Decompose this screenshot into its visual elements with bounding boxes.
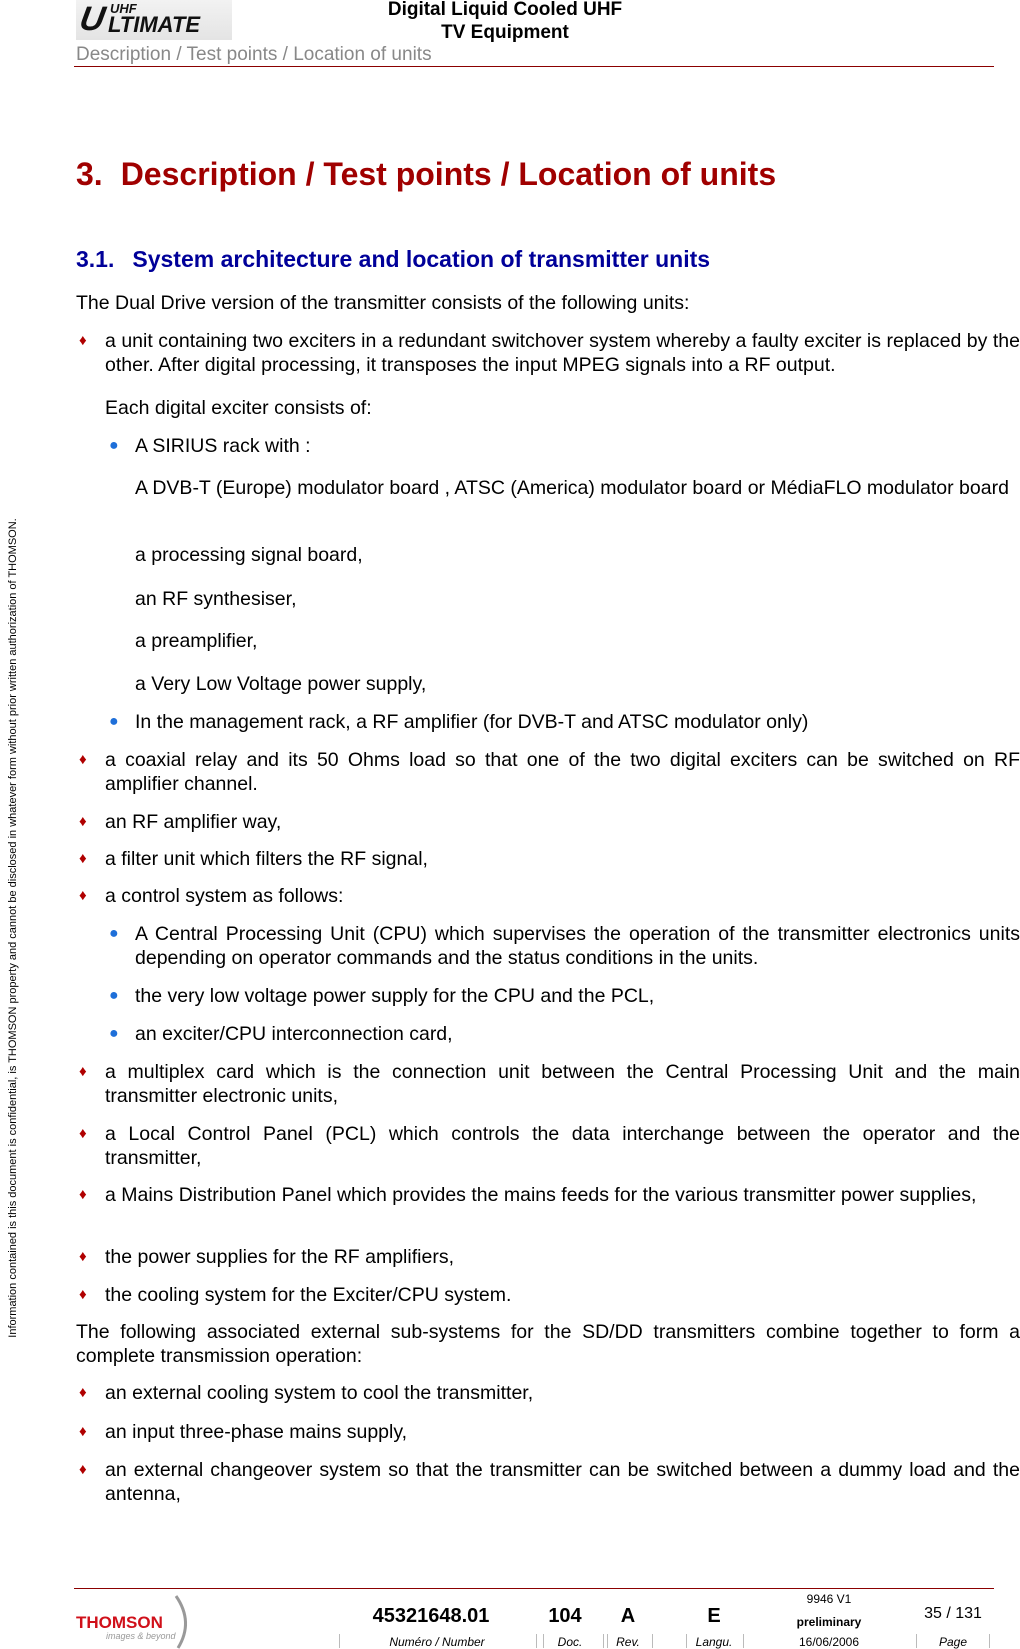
- sub-bullet-item: [109, 434, 1020, 458]
- paragraph-text: In the management rack, a RF amplifier (for DVB-T and ATSC modulator only): [135, 711, 809, 733]
- dot-bullet-icon: ●: [109, 925, 119, 942]
- paragraph-text: an input three-phase mains supply,: [105, 1421, 408, 1443]
- revision: A: [620, 1605, 636, 1627]
- bullet-item: [79, 1420, 1020, 1444]
- bullet-item: [79, 1381, 1020, 1405]
- header-rule: [74, 66, 994, 67]
- rev-label: Rev.: [616, 1635, 640, 1649]
- dot-bullet-icon: ●: [109, 437, 119, 454]
- diamond-bullet-icon: ♦: [79, 332, 87, 349]
- paragraph-text: A DVB-T (Europe) modulator board , ATSC (America) modulator board or MédiaFLO modulator board: [135, 477, 1009, 499]
- paragraph-text: The following associated external sub-systems for the SD/DD transmitters combine together to form a complete transmission operation:: [76, 1321, 1020, 1367]
- bullet-item: [79, 1122, 1020, 1170]
- paragraph-text: Each digital exciter consists of:: [105, 397, 372, 419]
- thomson-logo: [76, 1594, 196, 1649]
- paragraph-text: a processing signal board,: [135, 544, 363, 566]
- footer-separator: [607, 1634, 608, 1648]
- paragraph-text: a Mains Distribution Panel which provides the mains feeds for the various transmitter power supplies,: [105, 1184, 977, 1206]
- heading-1-number: 3.: [76, 156, 103, 192]
- page-number: 35 / 131: [924, 1605, 982, 1622]
- lang-label: Langu.: [695, 1635, 733, 1649]
- header-section: Description / Test points / Location of units: [76, 44, 432, 65]
- footer-separator: [536, 1634, 537, 1648]
- paragraph-text: a Very Low Voltage power supply,: [135, 673, 427, 695]
- paragraph: [135, 543, 1020, 567]
- dot-bullet-icon: ●: [109, 713, 119, 730]
- paragraph: [135, 587, 1020, 611]
- paragraph-text: a filter unit which filters the RF signal,: [105, 848, 428, 870]
- footer-separator: [603, 1634, 604, 1648]
- paragraph-text: an external cooling system to cool the transmitter,: [105, 1382, 534, 1404]
- diamond-bullet-icon: ♦: [79, 813, 87, 830]
- confidentiality-note: Information contained is this document is confidential, is THOMSON property and cannot be disclosed in whatever form without prior written authorization of THOMSON.: [7, 518, 19, 1338]
- diamond-bullet-icon: ♦: [79, 1186, 87, 1203]
- bullet-item: [79, 1283, 1020, 1307]
- footer-separator: [686, 1634, 687, 1648]
- footer-separator: [339, 1634, 340, 1648]
- paragraph-text: an RF synthesiser,: [135, 588, 297, 610]
- paragraph-text: a multiplex card which is the connection unit between the Central Processing Unit and the main transmitter electronic units,: [105, 1061, 1020, 1107]
- paragraph-text: A SIRIUS rack with :: [135, 435, 311, 457]
- footer-rule: [74, 1588, 994, 1589]
- bullet-item: [79, 329, 1020, 377]
- heading-1-title: Description / Test points / Location of units: [120, 156, 777, 192]
- logo-text: LTIMATE: [108, 12, 201, 37]
- diamond-bullet-icon: ♦: [79, 751, 87, 768]
- dot-bullet-icon: ●: [109, 1025, 119, 1042]
- sub-bullet-item: [109, 984, 1020, 1008]
- thomson-logo-text: THOMSON: [76, 1613, 163, 1632]
- language: E: [707, 1605, 721, 1627]
- footer-separator: [743, 1634, 744, 1648]
- paragraph-text: a preamplifier,: [135, 630, 258, 652]
- paragraph-text: A Central Processing Unit (CPU) which supervises the operation of the transmitter electronics units depending on operator commands and the status conditions in the units.: [135, 923, 1020, 969]
- page-label: Page: [938, 1635, 968, 1649]
- heading-2: [76, 246, 710, 273]
- doc-code: 104: [548, 1605, 582, 1627]
- diamond-bullet-icon: ♦: [79, 850, 87, 867]
- paragraph-text: The Dual Drive version of the transmitter consists of the following units:: [76, 292, 690, 314]
- paragraph: [135, 672, 1020, 696]
- bullet-item: [79, 810, 1020, 834]
- title-line-2: TV Equipment: [441, 22, 569, 43]
- diamond-bullet-icon: ♦: [79, 1384, 87, 1401]
- footer-separator: [543, 1634, 544, 1648]
- bullet-item: [79, 1245, 1020, 1269]
- bullet-item: [79, 847, 1020, 871]
- version: 9946 V1: [806, 1592, 852, 1606]
- bullet-item: [79, 884, 1020, 908]
- paragraph-text: the very low voltage power supply for the CPU and the PCL,: [135, 985, 655, 1007]
- paragraph-text: an exciter/CPU interconnection card,: [135, 1023, 453, 1045]
- diamond-bullet-icon: ♦: [79, 1125, 87, 1142]
- bullet-item: [79, 1060, 1020, 1108]
- title-line-1: Digital Liquid Cooled UHF: [387, 0, 623, 20]
- paragraph: [105, 396, 1020, 420]
- ultimate-logo: U UHF LTIMATE: [76, 0, 232, 40]
- diamond-bullet-icon: ♦: [79, 1248, 87, 1265]
- diamond-bullet-icon: ♦: [79, 1461, 87, 1478]
- diamond-bullet-icon: ♦: [79, 1063, 87, 1080]
- paragraph-text: a control system as follows:: [105, 885, 344, 907]
- footer-separator: [916, 1634, 917, 1648]
- doc-number: 45321648.01: [372, 1605, 490, 1627]
- footer-separator: [652, 1634, 653, 1648]
- paragraph: [76, 291, 1020, 315]
- sub-bullet-item: [109, 710, 1020, 734]
- sub-bullet-item: [109, 922, 1020, 970]
- paragraph-text: the cooling system for the Exciter/CPU system.: [105, 1284, 512, 1306]
- document-title: [330, 0, 680, 44]
- paragraph-text: an external changeover system so that the transmitter can be switched between a dummy load and the antenna,: [105, 1459, 1020, 1505]
- bullet-item: [79, 1183, 1020, 1207]
- number-label: Numéro / Number: [389, 1635, 485, 1649]
- sub-bullet-item: [109, 1022, 1020, 1046]
- heading-2-number: 3.1.: [76, 246, 115, 272]
- diamond-bullet-icon: ♦: [79, 1286, 87, 1303]
- status: preliminary: [796, 1615, 862, 1629]
- diamond-bullet-icon: ♦: [79, 887, 87, 904]
- paragraph: [76, 1320, 1020, 1368]
- paragraph: [135, 476, 1020, 500]
- paragraph-text: the power supplies for the RF amplifiers,: [105, 1246, 454, 1268]
- logo-sup: UHF: [110, 1, 137, 16]
- bullet-item: [79, 1458, 1020, 1506]
- heading-2-title: System architecture and location of transmitter units: [132, 246, 711, 272]
- paragraph-text: an RF amplifier way,: [105, 811, 282, 833]
- diamond-bullet-icon: ♦: [79, 1423, 87, 1440]
- paragraph: [135, 629, 1020, 653]
- heading-1: [76, 156, 776, 193]
- date: 16/06/2006: [798, 1635, 860, 1649]
- doc-label: Doc.: [557, 1635, 583, 1649]
- dot-bullet-icon: ●: [109, 987, 119, 1004]
- bullet-item: [79, 748, 1020, 796]
- footer-separator: [989, 1634, 990, 1648]
- thomson-tagline: images & beyond: [106, 1631, 176, 1641]
- paragraph-text: a Local Control Panel (PCL) which controls the data interchange between the operator and the transmitter,: [105, 1123, 1020, 1169]
- paragraph-text: a coaxial relay and its 50 Ohms load so that one of the two digital exciters can be switched on RF amplifier channel.: [105, 749, 1020, 795]
- paragraph-text: a unit containing two exciters in a redundant switchover system whereby a faulty exciter is replaced by the other. After digital processing, it transposes the input MPEG signals into a RF output.: [105, 330, 1020, 376]
